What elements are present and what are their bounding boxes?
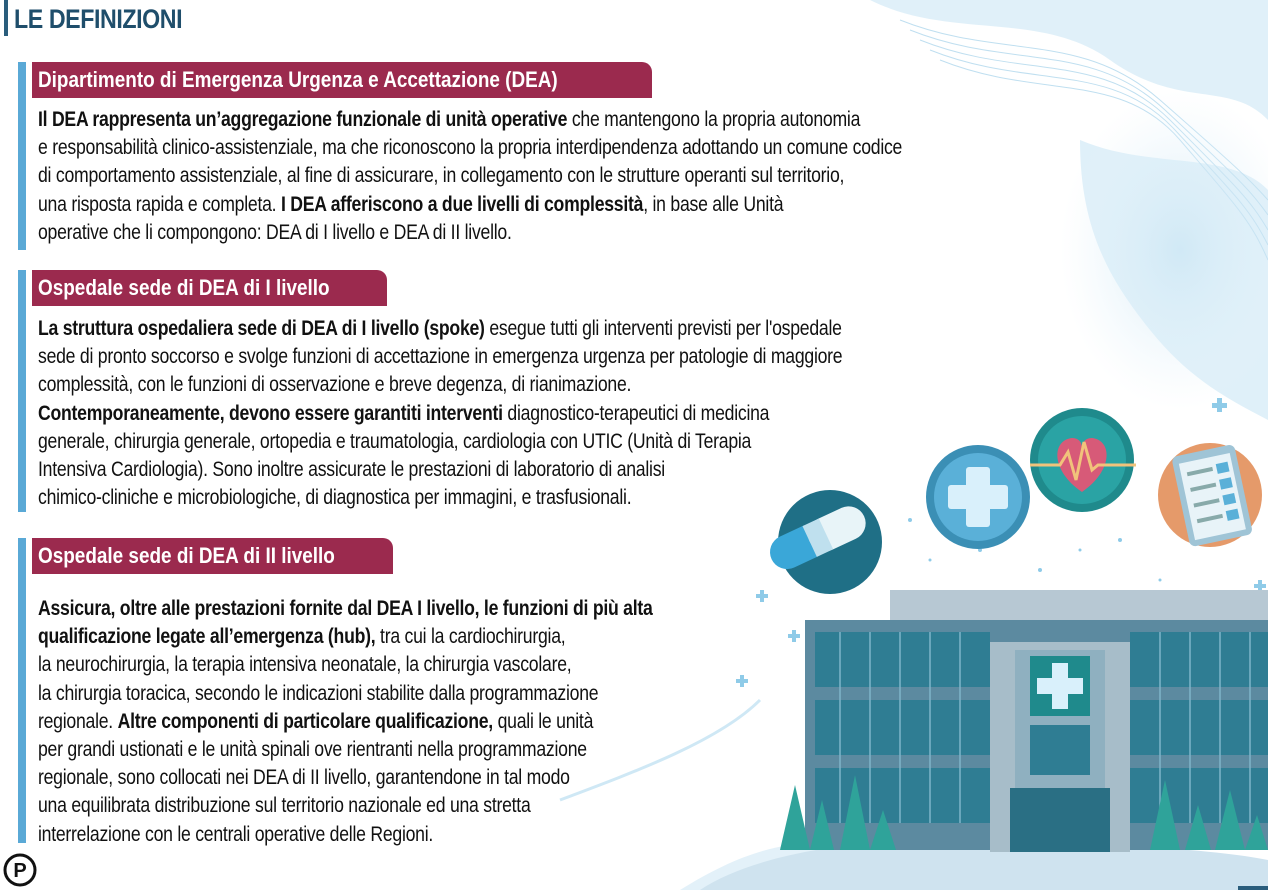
- section-body: [38, 595, 770, 849]
- section-rail: [18, 538, 26, 843]
- section-heading: Ospedale sede di DEA di I livello: [32, 270, 387, 306]
- text-line: La struttura ospedaliera sede di DEA di I livello (spoke) esegue tutti gli interventi previsti per l'ospedale: [38, 317, 842, 340]
- page-title: LE DEFINIZIONI: [14, 4, 183, 34]
- section-dea-level-2: [18, 538, 818, 848]
- text-line: chimico-cliniche e microbiologiche, di diagnostica per immagini, e trasfusionali.: [38, 486, 632, 510]
- corner-accent: [1238, 886, 1268, 890]
- logo-letter: P: [13, 860, 27, 882]
- clipboard-icon: [1158, 443, 1262, 547]
- text-line: la neurochirurgia, la terapia intensiva neonatale, la chirurgia vascolare,: [38, 653, 572, 677]
- text-line: di comportamento assistenziale, al fine di assicurare, in collegamento con le strutture operanti sul territorio,: [38, 164, 845, 188]
- publisher-logo: [3, 853, 37, 887]
- text-line: una risposta rapida e completa. I DEA afferiscono a due livelli di complessità, in base alle Unità: [38, 192, 784, 216]
- text-line: complessità, con le funzioni di osservazione e breve degenza, di rianimazione.: [38, 373, 632, 397]
- section-heading: Ospedale sede di DEA di II livello: [32, 538, 393, 574]
- section-dea-level-1: [18, 270, 1088, 515]
- text-line: operative che li compongono: DEA di I livello e DEA di II livello.: [38, 220, 512, 244]
- text-line: qualificazione legate all’emergenza (hub), tra cui la cardiochirurgia,: [38, 625, 566, 649]
- text-line: regionale, sono collocati nei DEA di II livello, garantendone in tal modo: [38, 766, 570, 790]
- section-body: [38, 315, 996, 512]
- section-rail: [18, 270, 26, 512]
- text-line: interrelazione con le centrali operative delle Regioni.: [38, 822, 434, 846]
- text-line: sede di pronto soccorso e svolge funzioni di accettazione in emergenza urgenza per patologie di maggiore: [38, 345, 843, 369]
- text-line: Intensiva Cardiologia). Sono inoltre assicurate le prestazioni di laboratorio di analisi: [38, 458, 665, 482]
- text-line: Contemporaneamente, devono essere garantiti interventi diagnostico-terapeutici di medicina: [38, 401, 770, 425]
- section-body: [38, 106, 1067, 247]
- title-accent-bar: [4, 0, 8, 36]
- text-line: per grandi ustionati e le unità spinali ove rientranti nella programmazione: [38, 738, 587, 762]
- text-line: e responsabilità clinico-assistenziale, ma che riconoscono la propria interdipendenza adottando un comune codice: [38, 136, 903, 160]
- text-line: la chirurgia toracica, secondo le indicazioni stabilite dalla programmazione: [38, 681, 599, 705]
- text-line: una equilibrata distribuzione sul territorio nazionale ed una stretta: [38, 794, 531, 818]
- section-rail: [18, 62, 26, 250]
- text-line: Assicura, oltre alle prestazioni fornite dal DEA I livello, le funzioni di più alta: [38, 597, 653, 620]
- section-heading: Dipartimento di Emergenza Urgenza e Accettazione (DEA): [32, 62, 652, 98]
- section-dea: [18, 62, 1118, 252]
- text-line: regionale. Altre componenti di particolare qualificazione, quali le unità: [38, 709, 594, 733]
- text-line: generale, chirurgia generale, ortopedia e traumatologia, cardiologia con UTIC (Unità di Terapia: [38, 429, 752, 453]
- text-line: Il DEA rappresenta un’aggregazione funzionale di unità operative che mantengono la propria autonomia: [38, 108, 861, 131]
- header: [0, 0, 210, 40]
